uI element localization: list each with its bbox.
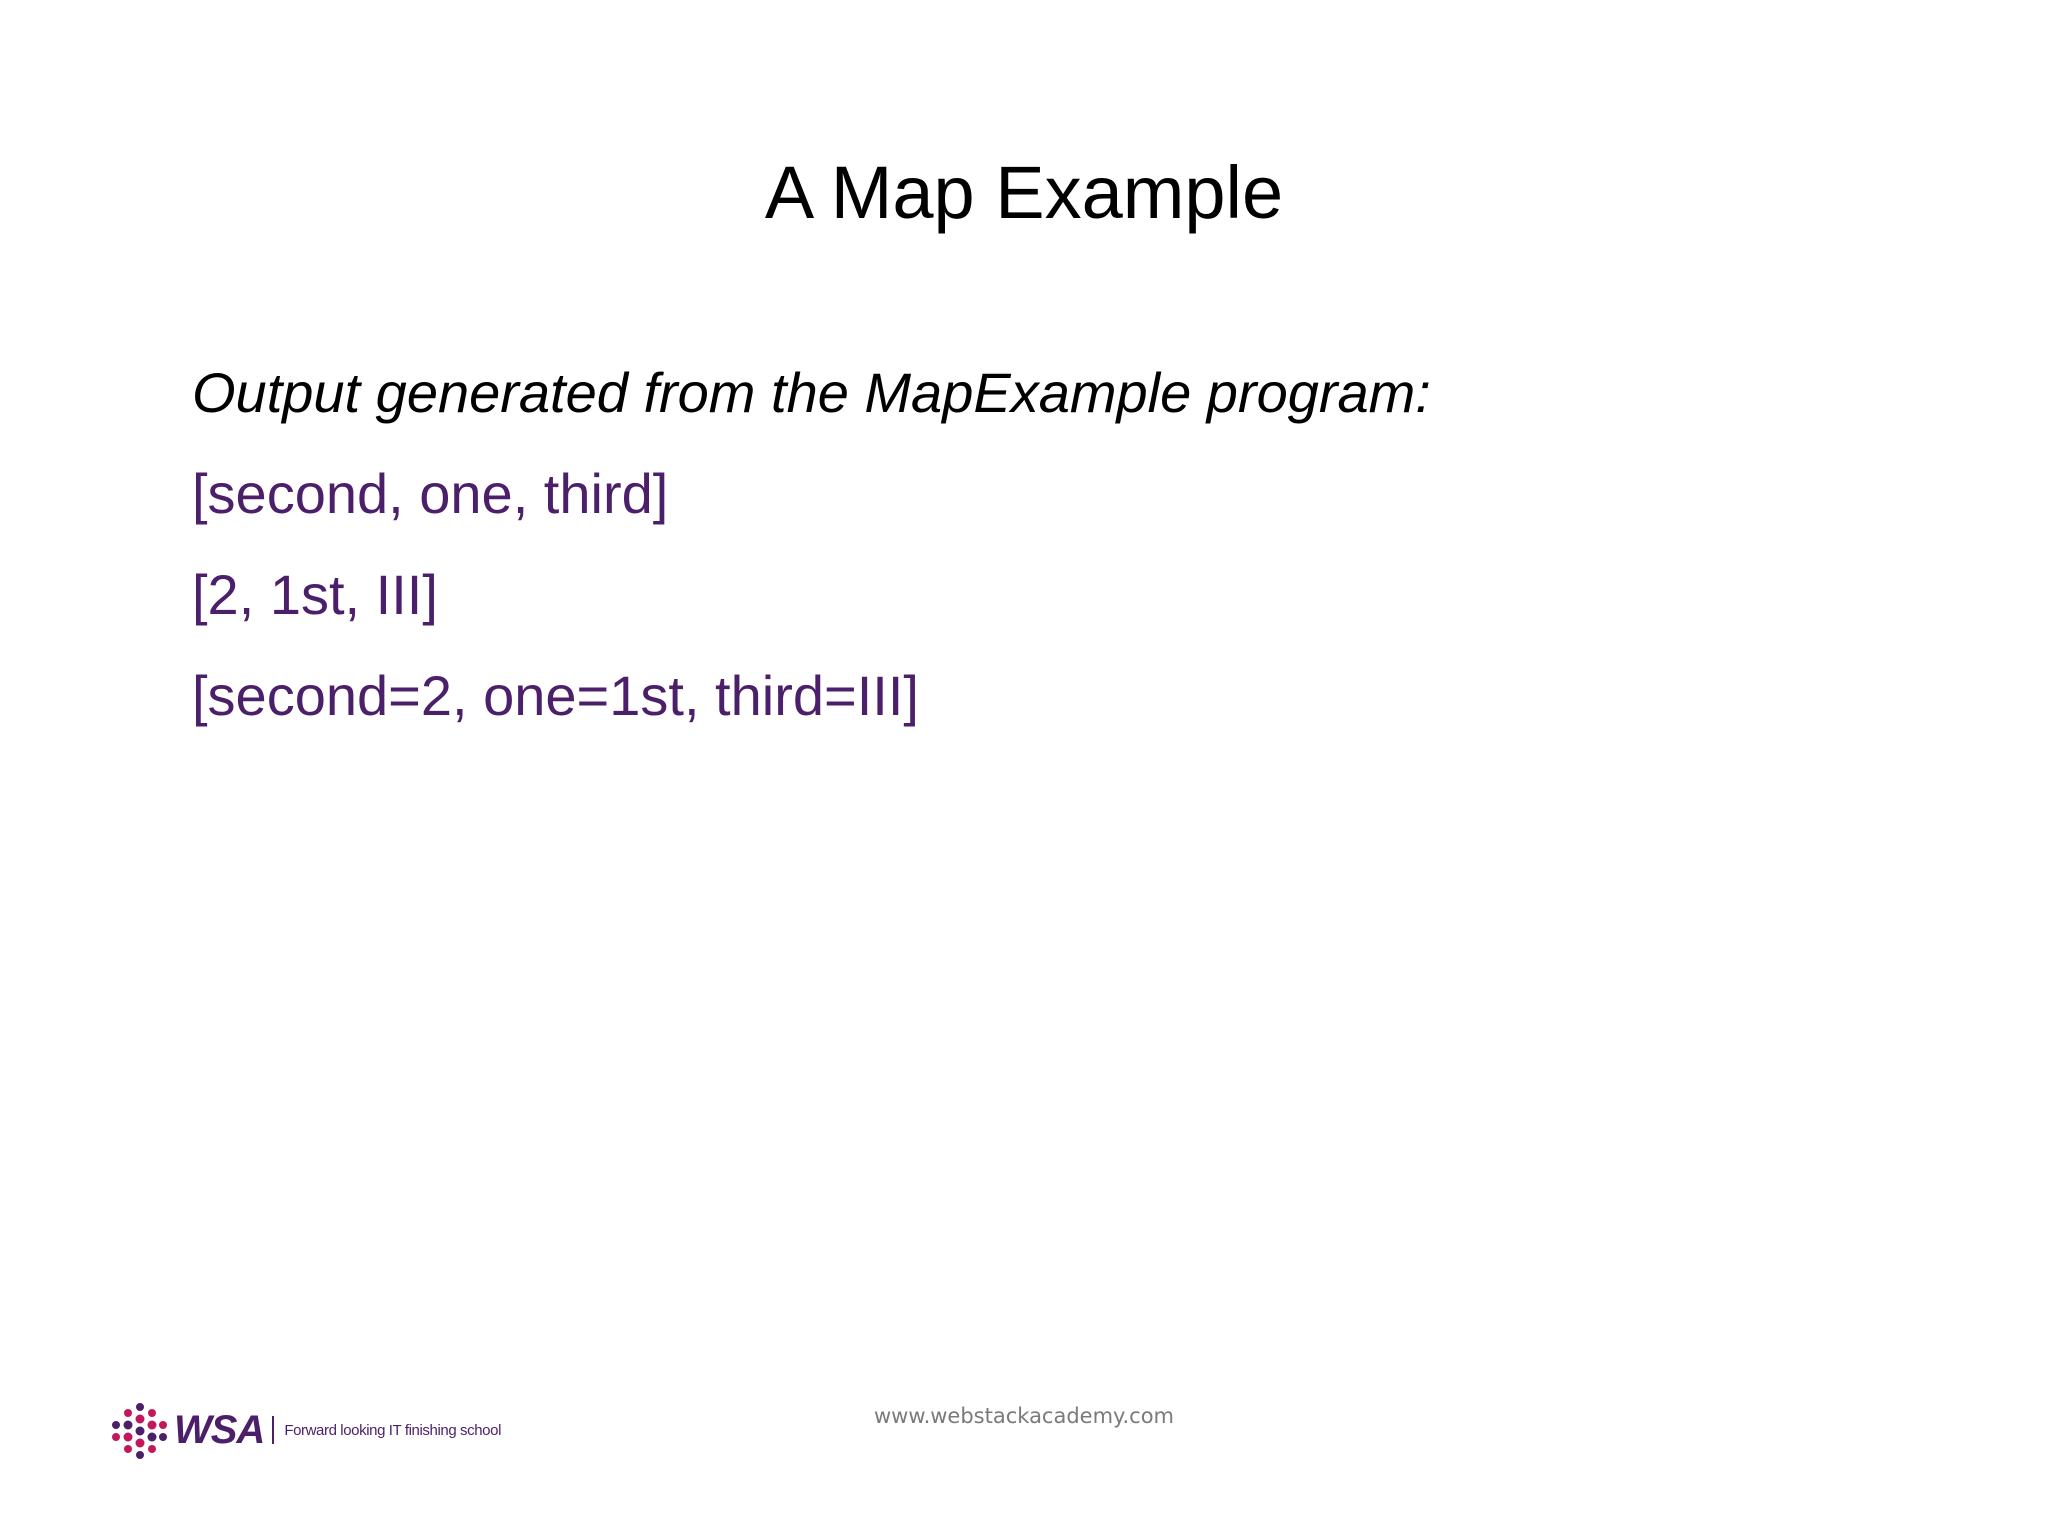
footer-url: www.webstackacademy.com	[873, 1404, 1175, 1428]
output-line-entries: [second=2, one=1st, third=III]	[192, 664, 919, 727]
slide-title: A Map Example	[764, 151, 1284, 234]
output-line-keys: [second, one, third]	[192, 462, 669, 525]
output-line-values: [2, 1st, III]	[192, 563, 438, 626]
logo-tagline: Forward looking IT finishing school	[284, 1421, 501, 1439]
intro-text: Output generated from the MapExample program:	[192, 361, 1431, 424]
logo-wordmark: WSA	[174, 1407, 265, 1452]
slide-body	[192, 358, 1892, 762]
